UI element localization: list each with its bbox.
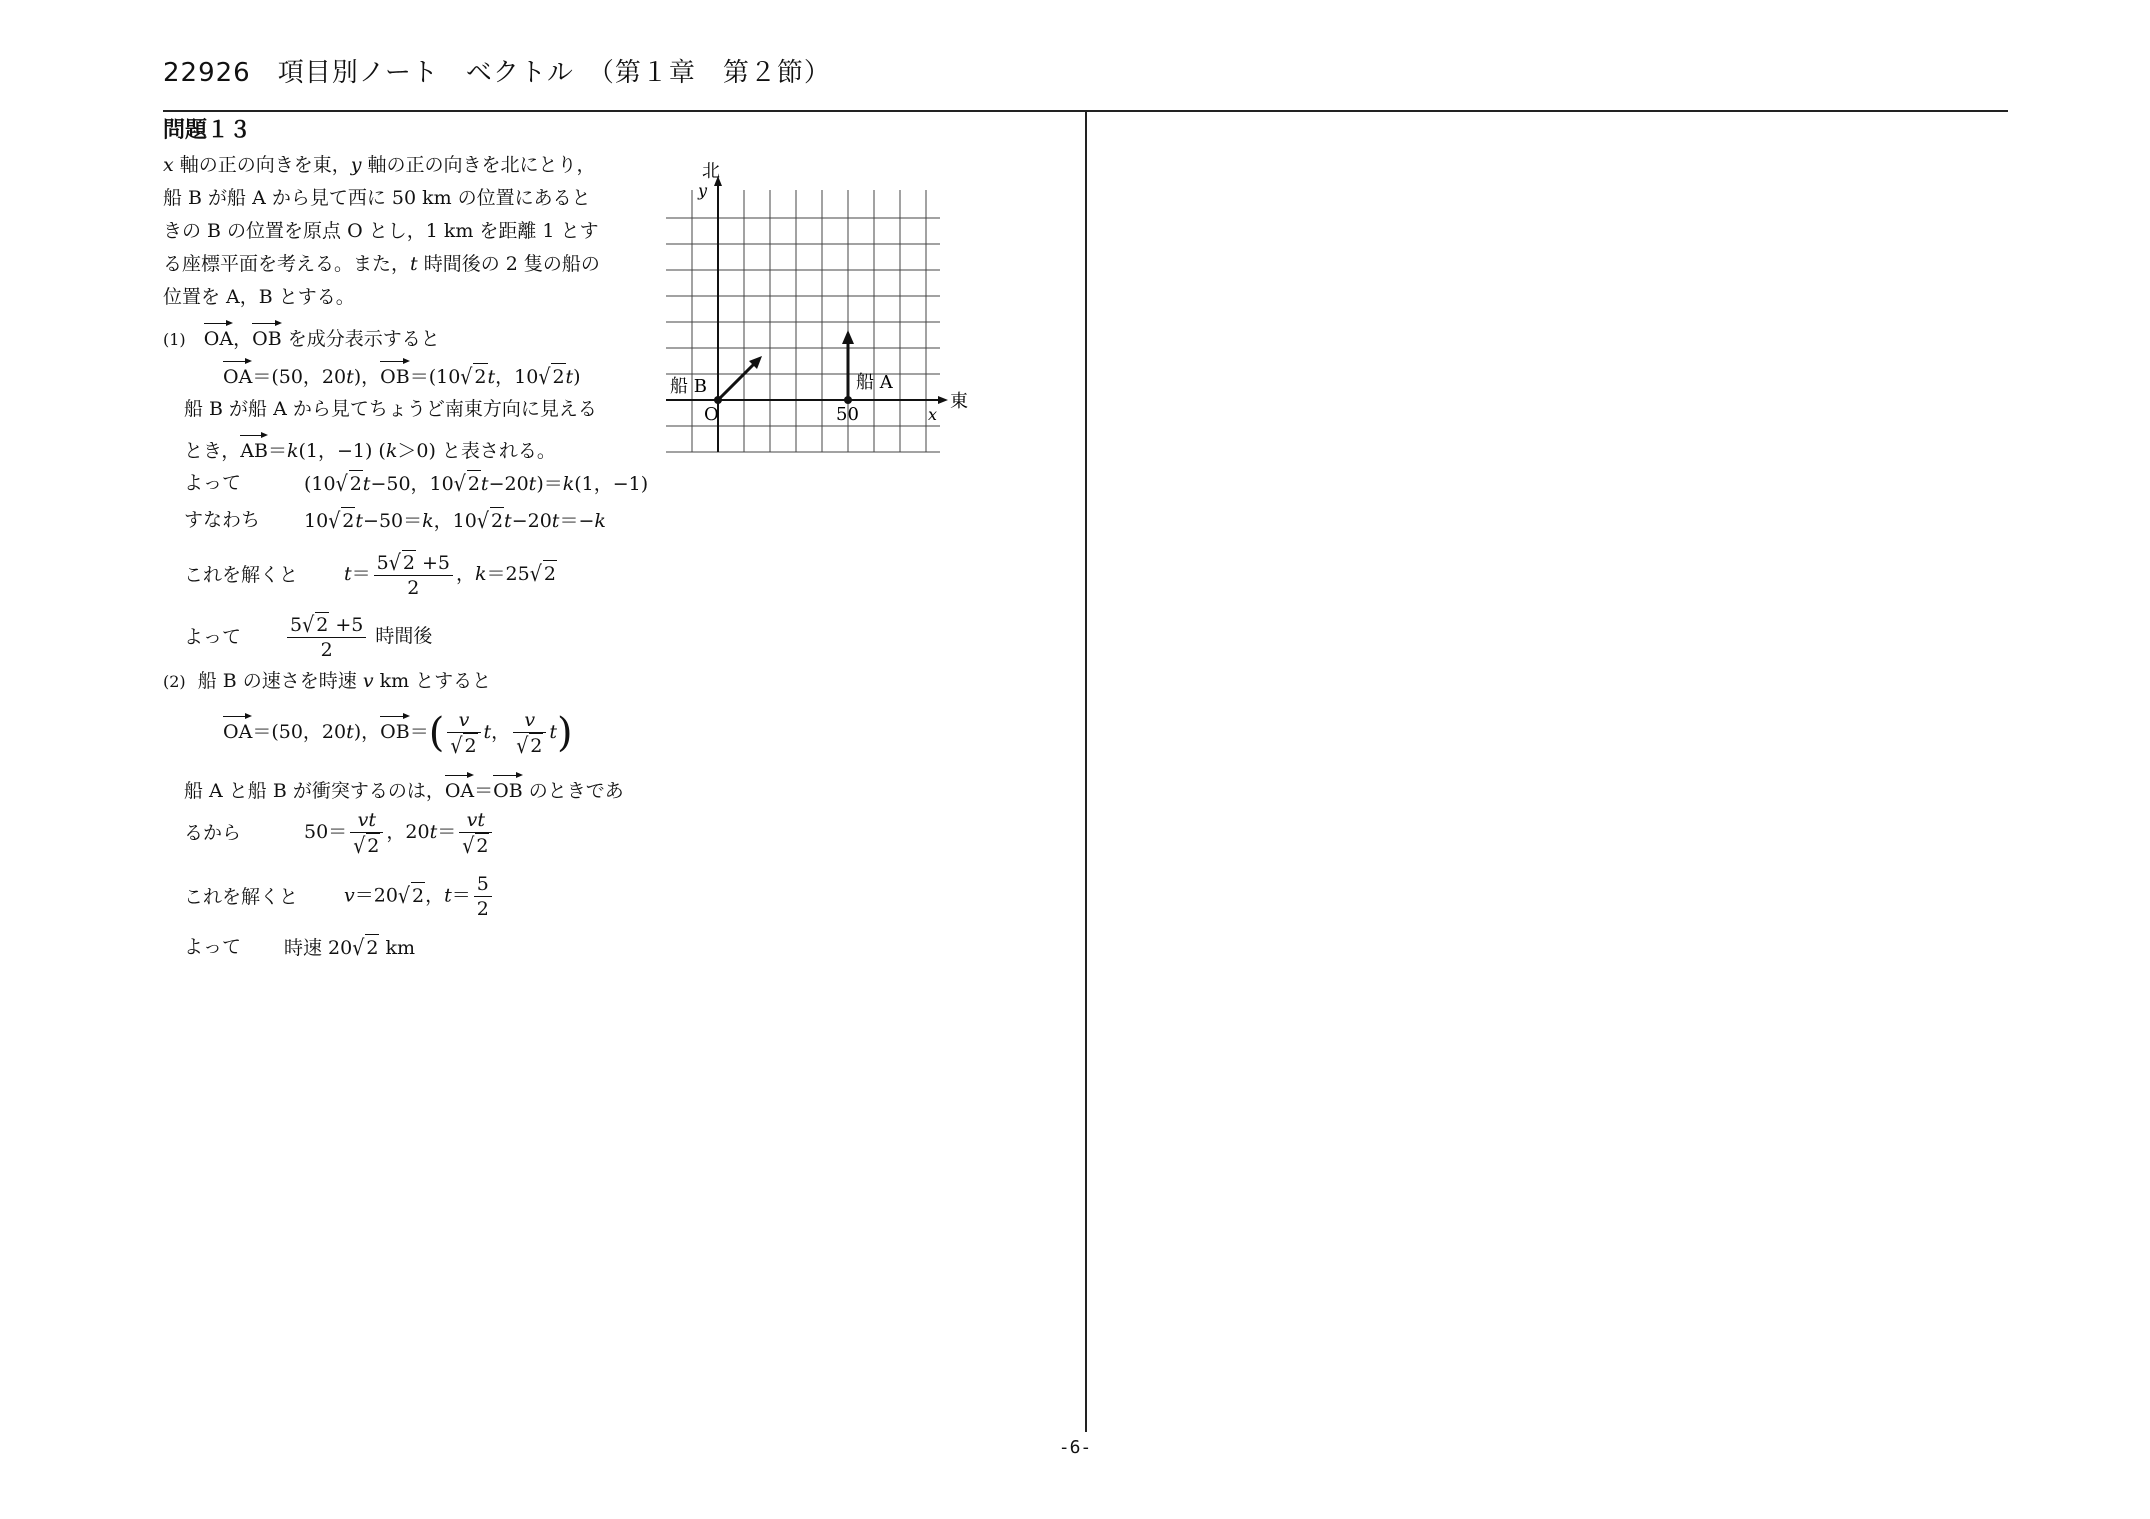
intro-line-4: る座標平面を考える。また，t 時間後の 2 隻の船の [163, 253, 600, 275]
problem-title: 問題１３ [163, 118, 252, 143]
part1-line-1: (1) OA，OB を成分表示すると [163, 320, 440, 353]
part2-line-3: 船 A と船 B が衝突するのは，OA＝OB のときであ [184, 772, 624, 804]
problem-content [163, 116, 1083, 152]
ship-a-label: 船 A [856, 372, 893, 393]
coordinate-figure [650, 160, 980, 460]
north-label: 北 [702, 161, 720, 182]
page-number: -6- [1058, 1437, 1092, 1458]
part1-line-6: すなわち 10√ 2t−50＝k，10√ 2t−20t＝−k [184, 508, 606, 534]
part2-line-6: よって 時速 20√ 2 km [184, 935, 415, 961]
ship-a-arrowhead-icon [842, 330, 854, 344]
part2-line-2: OA＝(50，20t)，OB＝( $\frac{v}{√ 2}$ t， $\frac{v}{√ 2}$ t) [223, 709, 573, 759]
part2-line-1: (2) 船 B の速さを時速 v km とすると [163, 670, 492, 692]
x-axis-arrow-icon [938, 396, 948, 404]
tick-50-label: 50 [836, 404, 859, 425]
ship-b-arrow [718, 362, 756, 400]
intro-line-2: 船 B が船 A から見て西に 50 km の位置にあると [163, 187, 591, 209]
origin-point [714, 396, 722, 404]
y-label: y [698, 181, 708, 200]
intro-line-1: x 軸の正の向きを東，y 軸の正の向きを北にとり， [163, 154, 596, 176]
page-header: 22926 項目別ノート ベクトル （第１章 第２節） [163, 58, 831, 88]
intro-line-5: 位置を A，B とする。 [163, 286, 355, 308]
part1-line-3: 船 B が船 A から見てちょうど南東方向に見える [184, 398, 597, 420]
east-label: 東 [950, 391, 968, 412]
part1-line-4: とき，AB＝k(1，−1) (k＞0) と表される。 [184, 432, 556, 464]
x-label: x [928, 405, 938, 424]
ship-b-label: 船 B [670, 376, 707, 397]
ship-a-point [844, 396, 852, 404]
intro-line-3: きの B の位置を原点 O とし，1 km を距離 1 とす [163, 220, 599, 242]
part1-line-2: OA＝(50，20t)，OB＝(10√ 2t，10√ 2t) [223, 358, 581, 390]
origin-label: O [704, 404, 719, 425]
column-divider [1085, 112, 1087, 1432]
part1-line-5: よって (10√ 2t−50，10√ 2t−20t)＝k(1，−1) [184, 471, 649, 497]
